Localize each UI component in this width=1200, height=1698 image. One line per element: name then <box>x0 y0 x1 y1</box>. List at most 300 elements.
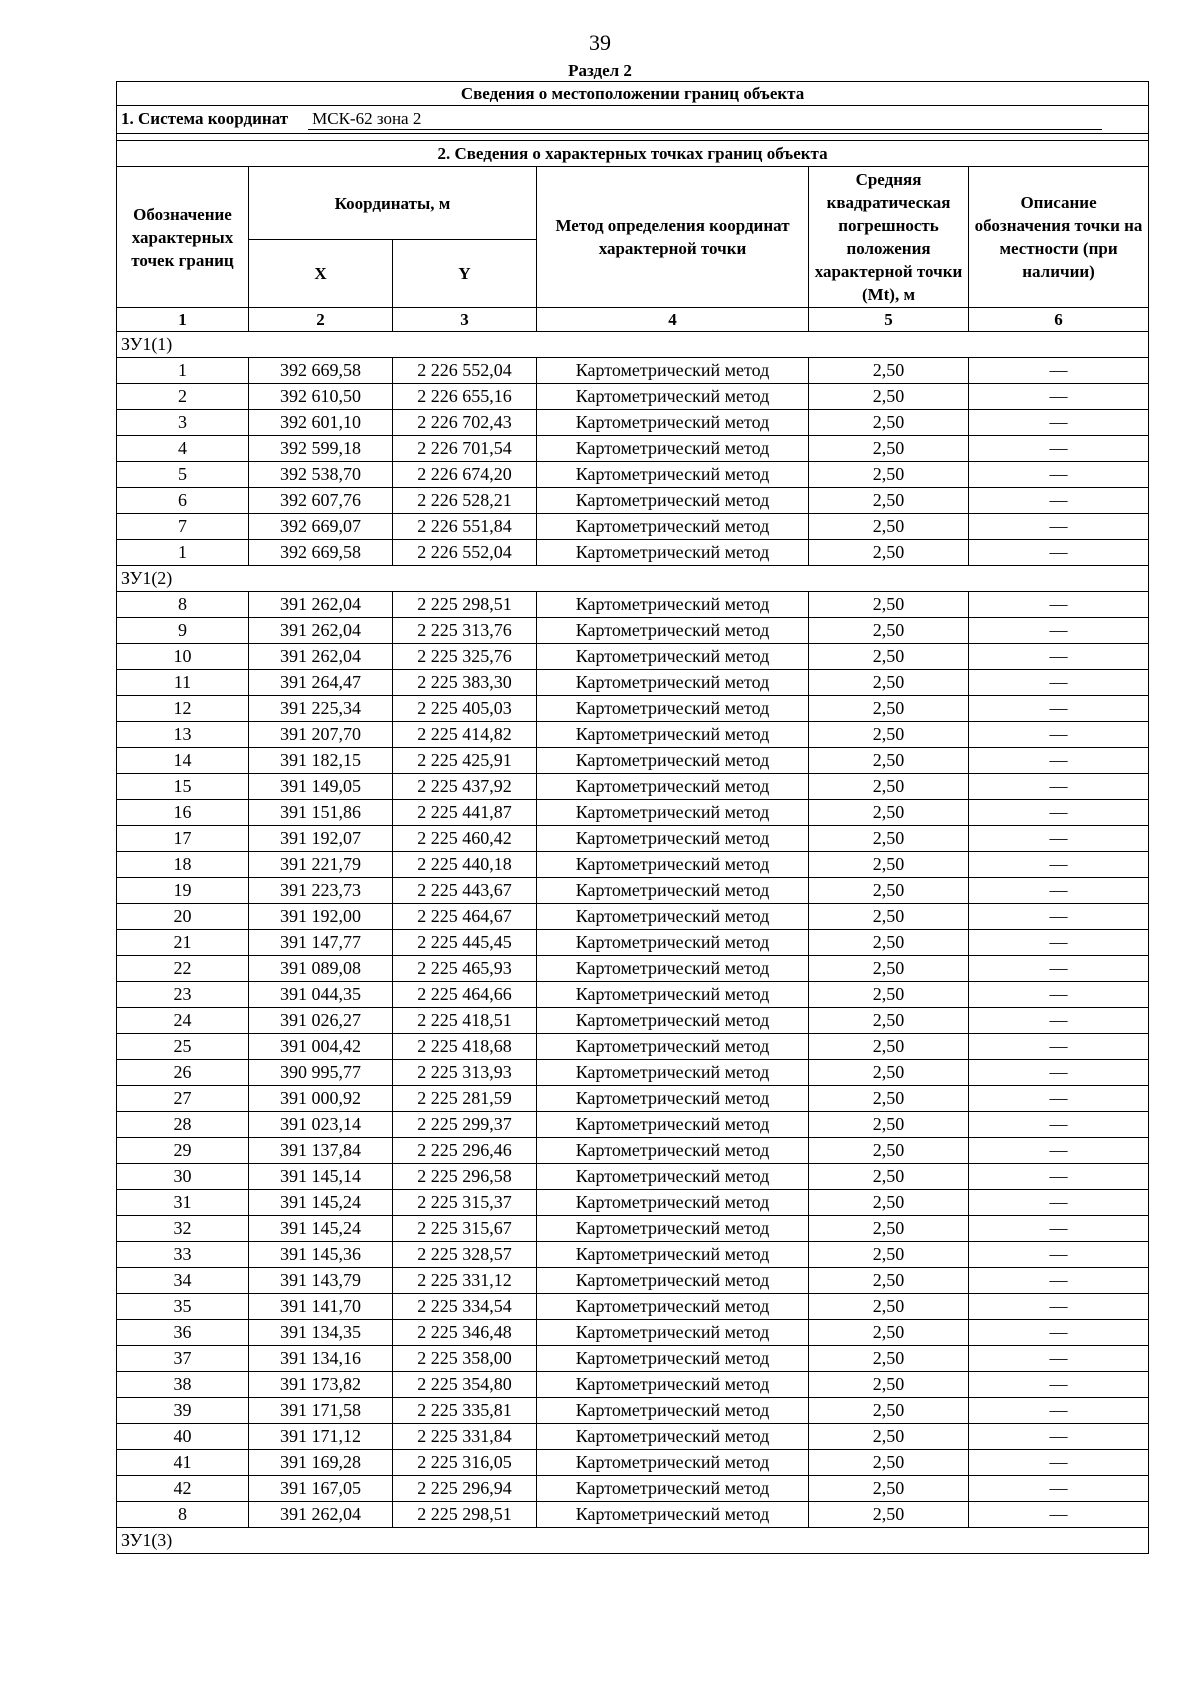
accuracy-cell: 2,50 <box>809 1086 969 1112</box>
method-cell: Картометрический метод <box>537 436 809 462</box>
y-coord-cell: 2 226 701,54 <box>393 436 537 462</box>
table-row <box>117 1060 1149 1086</box>
x-coord-cell: 392 538,70 <box>249 462 393 488</box>
method-cell: Картометрический метод <box>537 1424 809 1450</box>
accuracy-cell: 2,50 <box>809 1372 969 1398</box>
description-cell: — <box>969 514 1149 540</box>
x-coord-cell: 391 141,70 <box>249 1294 393 1320</box>
x-coord-cell: 391 171,12 <box>249 1424 393 1450</box>
y-coord-cell: 2 226 552,04 <box>393 540 537 566</box>
accuracy-cell: 2,50 <box>809 410 969 436</box>
point-id-cell: 32 <box>117 1216 249 1242</box>
description-cell: — <box>969 774 1149 800</box>
accuracy-cell: 2,50 <box>809 904 969 930</box>
point-id-cell: 42 <box>117 1476 249 1502</box>
x-coord-cell: 391 192,00 <box>249 904 393 930</box>
description-cell: — <box>969 1008 1149 1034</box>
point-id-cell: 21 <box>117 930 249 956</box>
point-id-cell: 1 <box>117 358 249 384</box>
x-coord-cell: 391 151,86 <box>249 800 393 826</box>
point-id-cell: 27 <box>117 1086 249 1112</box>
method-cell: Картометрический метод <box>537 1502 809 1528</box>
method-cell: Картометрический метод <box>537 358 809 384</box>
method-cell: Картометрический метод <box>537 644 809 670</box>
description-cell: — <box>969 1164 1149 1190</box>
point-id-cell: 28 <box>117 1112 249 1138</box>
point-id-cell: 1 <box>117 540 249 566</box>
accuracy-cell: 2,50 <box>809 1450 969 1476</box>
point-id-cell: 9 <box>117 618 249 644</box>
description-cell: — <box>969 436 1149 462</box>
x-coord-cell: 391 145,24 <box>249 1190 393 1216</box>
description-cell: — <box>969 1398 1149 1424</box>
header-x: X <box>249 240 393 308</box>
x-coord-cell: 391 182,15 <box>249 748 393 774</box>
x-coord-cell: 391 167,05 <box>249 1476 393 1502</box>
x-coord-cell: 392 607,76 <box>249 488 393 514</box>
method-cell: Картометрический метод <box>537 1294 809 1320</box>
y-coord-cell: 2 225 465,93 <box>393 956 537 982</box>
accuracy-cell: 2,50 <box>809 1294 969 1320</box>
description-cell: — <box>969 852 1149 878</box>
accuracy-cell: 2,50 <box>809 1242 969 1268</box>
method-cell: Картометрический метод <box>537 1112 809 1138</box>
description-cell: — <box>969 592 1149 618</box>
point-id-cell: 40 <box>117 1424 249 1450</box>
method-cell: Картометрический метод <box>537 956 809 982</box>
table-row <box>117 774 1149 800</box>
x-coord-cell: 392 669,58 <box>249 540 393 566</box>
method-cell: Картометрический метод <box>537 592 809 618</box>
accuracy-cell: 2,50 <box>809 774 969 800</box>
table-row <box>117 1242 1149 1268</box>
x-coord-cell: 392 669,07 <box>249 514 393 540</box>
table-row <box>117 540 1149 566</box>
accuracy-cell: 2,50 <box>809 436 969 462</box>
table-title: Сведения о местоположении границ объекта <box>117 82 1149 106</box>
accuracy-cell: 2,50 <box>809 930 969 956</box>
point-id-cell: 15 <box>117 774 249 800</box>
y-coord-cell: 2 225 331,12 <box>393 1268 537 1294</box>
accuracy-cell: 2,50 <box>809 462 969 488</box>
method-cell: Картометрический метод <box>537 1086 809 1112</box>
point-id-cell: 24 <box>117 1008 249 1034</box>
point-id-cell: 25 <box>117 1034 249 1060</box>
coord-system-label: 1. Система координат <box>121 109 289 128</box>
y-coord-cell: 2 226 551,84 <box>393 514 537 540</box>
x-coord-cell: 391 262,04 <box>249 592 393 618</box>
method-cell: Картометрический метод <box>537 722 809 748</box>
y-coord-cell: 2 225 464,67 <box>393 904 537 930</box>
table-row <box>117 514 1149 540</box>
accuracy-cell: 2,50 <box>809 1346 969 1372</box>
x-coord-cell: 391 262,04 <box>249 644 393 670</box>
point-id-cell: 8 <box>117 592 249 618</box>
coord-system-cell <box>117 106 1149 134</box>
accuracy-cell: 2,50 <box>809 982 969 1008</box>
description-cell: — <box>969 618 1149 644</box>
x-coord-cell: 391 225,34 <box>249 696 393 722</box>
table-row <box>117 1476 1149 1502</box>
description-cell: — <box>969 930 1149 956</box>
group-label: ЗУ1(1) <box>117 332 1149 358</box>
method-cell: Картометрический метод <box>537 1190 809 1216</box>
header-coordinates: Координаты, м <box>249 167 537 240</box>
method-cell: Картометрический метод <box>537 1372 809 1398</box>
y-coord-cell: 2 225 418,51 <box>393 1008 537 1034</box>
point-id-cell: 12 <box>117 696 249 722</box>
point-id-cell: 2 <box>117 384 249 410</box>
x-coord-cell: 391 145,24 <box>249 1216 393 1242</box>
method-cell: Картометрический метод <box>537 1242 809 1268</box>
description-cell: — <box>969 748 1149 774</box>
accuracy-cell: 2,50 <box>809 644 969 670</box>
description-cell: — <box>969 1216 1149 1242</box>
point-id-cell: 18 <box>117 852 249 878</box>
point-id-cell: 17 <box>117 826 249 852</box>
accuracy-cell: 2,50 <box>809 852 969 878</box>
table-row <box>117 462 1149 488</box>
description-cell: — <box>969 540 1149 566</box>
column-number: 4 <box>537 308 809 332</box>
method-cell: Картометрический метод <box>537 904 809 930</box>
description-cell: — <box>969 1476 1149 1502</box>
table-row <box>117 1450 1149 1476</box>
table-row <box>117 930 1149 956</box>
table-row <box>117 1190 1149 1216</box>
method-cell: Картометрический метод <box>537 462 809 488</box>
group-row <box>117 566 1149 592</box>
method-cell: Картометрический метод <box>537 852 809 878</box>
y-coord-cell: 2 225 354,80 <box>393 1372 537 1398</box>
x-coord-cell: 391 137,84 <box>249 1138 393 1164</box>
point-id-cell: 13 <box>117 722 249 748</box>
method-cell: Картометрический метод <box>537 982 809 1008</box>
method-cell: Картометрический метод <box>537 1034 809 1060</box>
accuracy-cell: 2,50 <box>809 384 969 410</box>
accuracy-cell: 2,50 <box>809 1190 969 1216</box>
header-row-top <box>117 167 1149 240</box>
method-cell: Картометрический метод <box>537 878 809 904</box>
y-coord-cell: 2 226 674,20 <box>393 462 537 488</box>
accuracy-cell: 2,50 <box>809 1398 969 1424</box>
point-id-cell: 16 <box>117 800 249 826</box>
y-coord-cell: 2 225 328,57 <box>393 1242 537 1268</box>
group-row <box>117 332 1149 358</box>
description-cell: — <box>969 384 1149 410</box>
method-cell: Картометрический метод <box>537 1398 809 1424</box>
x-coord-cell: 391 145,14 <box>249 1164 393 1190</box>
x-coord-cell: 392 599,18 <box>249 436 393 462</box>
y-coord-cell: 2 225 296,46 <box>393 1138 537 1164</box>
table-body <box>117 82 1149 1554</box>
x-coord-cell: 391 169,28 <box>249 1450 393 1476</box>
table-row <box>117 436 1149 462</box>
table-row <box>117 1268 1149 1294</box>
accuracy-cell: 2,50 <box>809 878 969 904</box>
y-coord-cell: 2 225 440,18 <box>393 852 537 878</box>
spacer-row <box>117 134 1149 141</box>
column-number: 5 <box>809 308 969 332</box>
table-row <box>117 410 1149 436</box>
method-cell: Картометрический метод <box>537 800 809 826</box>
method-cell: Картометрический метод <box>537 1164 809 1190</box>
y-coord-cell: 2 225 441,87 <box>393 800 537 826</box>
point-id-cell: 26 <box>117 1060 249 1086</box>
coord-system-row <box>117 106 1149 134</box>
y-coord-cell: 2 225 358,00 <box>393 1346 537 1372</box>
description-cell: — <box>969 644 1149 670</box>
y-coord-cell: 2 226 702,43 <box>393 410 537 436</box>
x-coord-cell: 391 149,05 <box>249 774 393 800</box>
table-row <box>117 1424 1149 1450</box>
point-id-cell: 34 <box>117 1268 249 1294</box>
method-cell: Картометрический метод <box>537 1346 809 1372</box>
table-row <box>117 1372 1149 1398</box>
table-row <box>117 826 1149 852</box>
boundary-points-table <box>116 81 1149 1554</box>
table-row <box>117 1034 1149 1060</box>
description-cell: — <box>969 878 1149 904</box>
method-cell: Картометрический метод <box>537 930 809 956</box>
table-row <box>117 488 1149 514</box>
y-coord-cell: 2 225 383,30 <box>393 670 537 696</box>
group-label: ЗУ1(3) <box>117 1528 1149 1554</box>
y-coord-cell: 2 225 414,82 <box>393 722 537 748</box>
description-cell: — <box>969 1502 1149 1528</box>
table-row <box>117 618 1149 644</box>
y-coord-cell: 2 225 437,92 <box>393 774 537 800</box>
y-coord-cell: 2 225 335,81 <box>393 1398 537 1424</box>
table-row <box>117 1008 1149 1034</box>
group-label: ЗУ1(2) <box>117 566 1149 592</box>
y-coord-cell: 2 225 316,05 <box>393 1450 537 1476</box>
table-row <box>117 592 1149 618</box>
table-row <box>117 1346 1149 1372</box>
method-cell: Картометрический метод <box>537 1268 809 1294</box>
accuracy-cell: 2,50 <box>809 1216 969 1242</box>
description-cell: — <box>969 1086 1149 1112</box>
point-id-cell: 29 <box>117 1138 249 1164</box>
description-cell: — <box>969 1424 1149 1450</box>
header-method: Метод определения координат характерной точки <box>537 167 809 308</box>
point-id-cell: 19 <box>117 878 249 904</box>
accuracy-cell: 2,50 <box>809 540 969 566</box>
description-cell: — <box>969 1138 1149 1164</box>
accuracy-cell: 2,50 <box>809 1502 969 1528</box>
y-coord-cell: 2 225 296,94 <box>393 1476 537 1502</box>
method-cell: Картометрический метод <box>537 1060 809 1086</box>
section-label: Раздел 2 <box>568 61 632 80</box>
table-row <box>117 878 1149 904</box>
x-coord-cell: 392 601,10 <box>249 410 393 436</box>
table-row <box>117 1216 1149 1242</box>
table-row <box>117 904 1149 930</box>
table-row <box>117 1294 1149 1320</box>
accuracy-cell: 2,50 <box>809 1008 969 1034</box>
x-coord-cell: 391 134,35 <box>249 1320 393 1346</box>
header-description: Описание обозначения точки на местности (при наличии) <box>969 167 1149 308</box>
method-cell: Картометрический метод <box>537 748 809 774</box>
point-id-cell: 35 <box>117 1294 249 1320</box>
x-coord-cell: 391 264,47 <box>249 670 393 696</box>
accuracy-cell: 2,50 <box>809 800 969 826</box>
accuracy-cell: 2,50 <box>809 826 969 852</box>
column-number: 2 <box>249 308 393 332</box>
accuracy-cell: 2,50 <box>809 696 969 722</box>
method-cell: Картометрический метод <box>537 1138 809 1164</box>
description-cell: — <box>969 722 1149 748</box>
group-row <box>117 1528 1149 1554</box>
x-coord-cell: 391 192,07 <box>249 826 393 852</box>
description-cell: — <box>969 358 1149 384</box>
accuracy-cell: 2,50 <box>809 1164 969 1190</box>
point-id-cell: 10 <box>117 644 249 670</box>
point-id-cell: 37 <box>117 1346 249 1372</box>
method-cell: Картометрический метод <box>537 514 809 540</box>
header-point-designation: Обозначение характерных точек границ <box>117 167 249 308</box>
accuracy-cell: 2,50 <box>809 1268 969 1294</box>
method-cell: Картометрический метод <box>537 1216 809 1242</box>
accuracy-cell: 2,50 <box>809 488 969 514</box>
description-cell: — <box>969 410 1149 436</box>
y-coord-cell: 2 225 315,67 <box>393 1216 537 1242</box>
y-coord-cell: 2 225 299,37 <box>393 1112 537 1138</box>
description-cell: — <box>969 1450 1149 1476</box>
accuracy-cell: 2,50 <box>809 358 969 384</box>
point-id-cell: 31 <box>117 1190 249 1216</box>
x-coord-cell: 391 089,08 <box>249 956 393 982</box>
x-coord-cell: 391 173,82 <box>249 1372 393 1398</box>
point-id-cell: 36 <box>117 1320 249 1346</box>
y-coord-cell: 2 225 418,68 <box>393 1034 537 1060</box>
y-coord-cell: 2 225 313,76 <box>393 618 537 644</box>
description-cell: — <box>969 1372 1149 1398</box>
point-id-cell: 20 <box>117 904 249 930</box>
y-coord-cell: 2 225 464,66 <box>393 982 537 1008</box>
y-coord-cell: 2 225 460,42 <box>393 826 537 852</box>
points-title-row <box>117 141 1149 167</box>
method-cell: Картометрический метод <box>537 384 809 410</box>
description-cell: — <box>969 1034 1149 1060</box>
y-coord-cell: 2 225 298,51 <box>393 592 537 618</box>
description-cell: — <box>969 1346 1149 1372</box>
description-cell: — <box>969 904 1149 930</box>
x-coord-cell: 390 995,77 <box>249 1060 393 1086</box>
table-row <box>117 644 1149 670</box>
description-cell: — <box>969 982 1149 1008</box>
y-coord-cell: 2 225 315,37 <box>393 1190 537 1216</box>
point-id-cell: 38 <box>117 1372 249 1398</box>
accuracy-cell: 2,50 <box>809 1138 969 1164</box>
point-id-cell: 8 <box>117 1502 249 1528</box>
method-cell: Картометрический метод <box>537 618 809 644</box>
accuracy-cell: 2,50 <box>809 956 969 982</box>
table-row <box>117 696 1149 722</box>
table-row <box>117 852 1149 878</box>
y-coord-cell: 2 225 443,67 <box>393 878 537 904</box>
y-coord-cell: 2 226 528,21 <box>393 488 537 514</box>
x-coord-cell: 391 026,27 <box>249 1008 393 1034</box>
table-row <box>117 1086 1149 1112</box>
y-coord-cell: 2 225 281,59 <box>393 1086 537 1112</box>
y-coord-cell: 2 226 552,04 <box>393 358 537 384</box>
y-coord-cell: 2 225 313,93 <box>393 1060 537 1086</box>
table-row <box>117 670 1149 696</box>
point-id-cell: 33 <box>117 1242 249 1268</box>
point-id-cell: 39 <box>117 1398 249 1424</box>
description-cell: — <box>969 1112 1149 1138</box>
column-number: 6 <box>969 308 1149 332</box>
description-cell: — <box>969 462 1149 488</box>
accuracy-cell: 2,50 <box>809 722 969 748</box>
points-title: 2. Сведения о характерных точках границ объекта <box>117 141 1149 167</box>
accuracy-cell: 2,50 <box>809 1034 969 1060</box>
point-id-cell: 7 <box>117 514 249 540</box>
description-cell: — <box>969 670 1149 696</box>
header-y: Y <box>393 240 537 308</box>
table-row <box>117 722 1149 748</box>
x-coord-cell: 392 669,58 <box>249 358 393 384</box>
method-cell: Картометрический метод <box>537 696 809 722</box>
description-cell: — <box>969 1320 1149 1346</box>
x-coord-cell: 391 147,77 <box>249 930 393 956</box>
table-row <box>117 1164 1149 1190</box>
x-coord-cell: 391 134,16 <box>249 1346 393 1372</box>
x-coord-cell: 391 143,79 <box>249 1268 393 1294</box>
point-id-cell: 6 <box>117 488 249 514</box>
coord-system-value: МСК-62 зона 2 <box>308 109 1102 130</box>
point-id-cell: 4 <box>117 436 249 462</box>
table-row <box>117 800 1149 826</box>
point-id-cell: 11 <box>117 670 249 696</box>
accuracy-cell: 2,50 <box>809 1424 969 1450</box>
table-title-row <box>117 82 1149 106</box>
x-coord-cell: 391 004,42 <box>249 1034 393 1060</box>
point-id-cell: 30 <box>117 1164 249 1190</box>
accuracy-cell: 2,50 <box>809 1060 969 1086</box>
description-cell: — <box>969 488 1149 514</box>
method-cell: Картометрический метод <box>537 670 809 696</box>
column-number: 3 <box>393 308 537 332</box>
header-accuracy: Средняя квадратическая погрешность положения характерной точки (Mt), м <box>809 167 969 308</box>
x-coord-cell: 391 044,35 <box>249 982 393 1008</box>
accuracy-cell: 2,50 <box>809 1476 969 1502</box>
description-cell: — <box>969 826 1149 852</box>
x-coord-cell: 391 223,73 <box>249 878 393 904</box>
table-row <box>117 1138 1149 1164</box>
spacer-cell <box>117 134 1149 141</box>
x-coord-cell: 391 000,92 <box>249 1086 393 1112</box>
column-number: 1 <box>117 308 249 332</box>
point-id-cell: 22 <box>117 956 249 982</box>
point-id-cell: 23 <box>117 982 249 1008</box>
description-cell: — <box>969 1060 1149 1086</box>
method-cell: Картометрический метод <box>537 1008 809 1034</box>
accuracy-cell: 2,50 <box>809 1320 969 1346</box>
y-coord-cell: 2 226 655,16 <box>393 384 537 410</box>
table-row <box>117 1320 1149 1346</box>
description-cell: — <box>969 956 1149 982</box>
y-coord-cell: 2 225 405,03 <box>393 696 537 722</box>
point-id-cell: 5 <box>117 462 249 488</box>
y-coord-cell: 2 225 334,54 <box>393 1294 537 1320</box>
column-numbers-row <box>117 308 1149 332</box>
table-row <box>117 1112 1149 1138</box>
accuracy-cell: 2,50 <box>809 592 969 618</box>
x-coord-cell: 391 145,36 <box>249 1242 393 1268</box>
accuracy-cell: 2,50 <box>809 748 969 774</box>
